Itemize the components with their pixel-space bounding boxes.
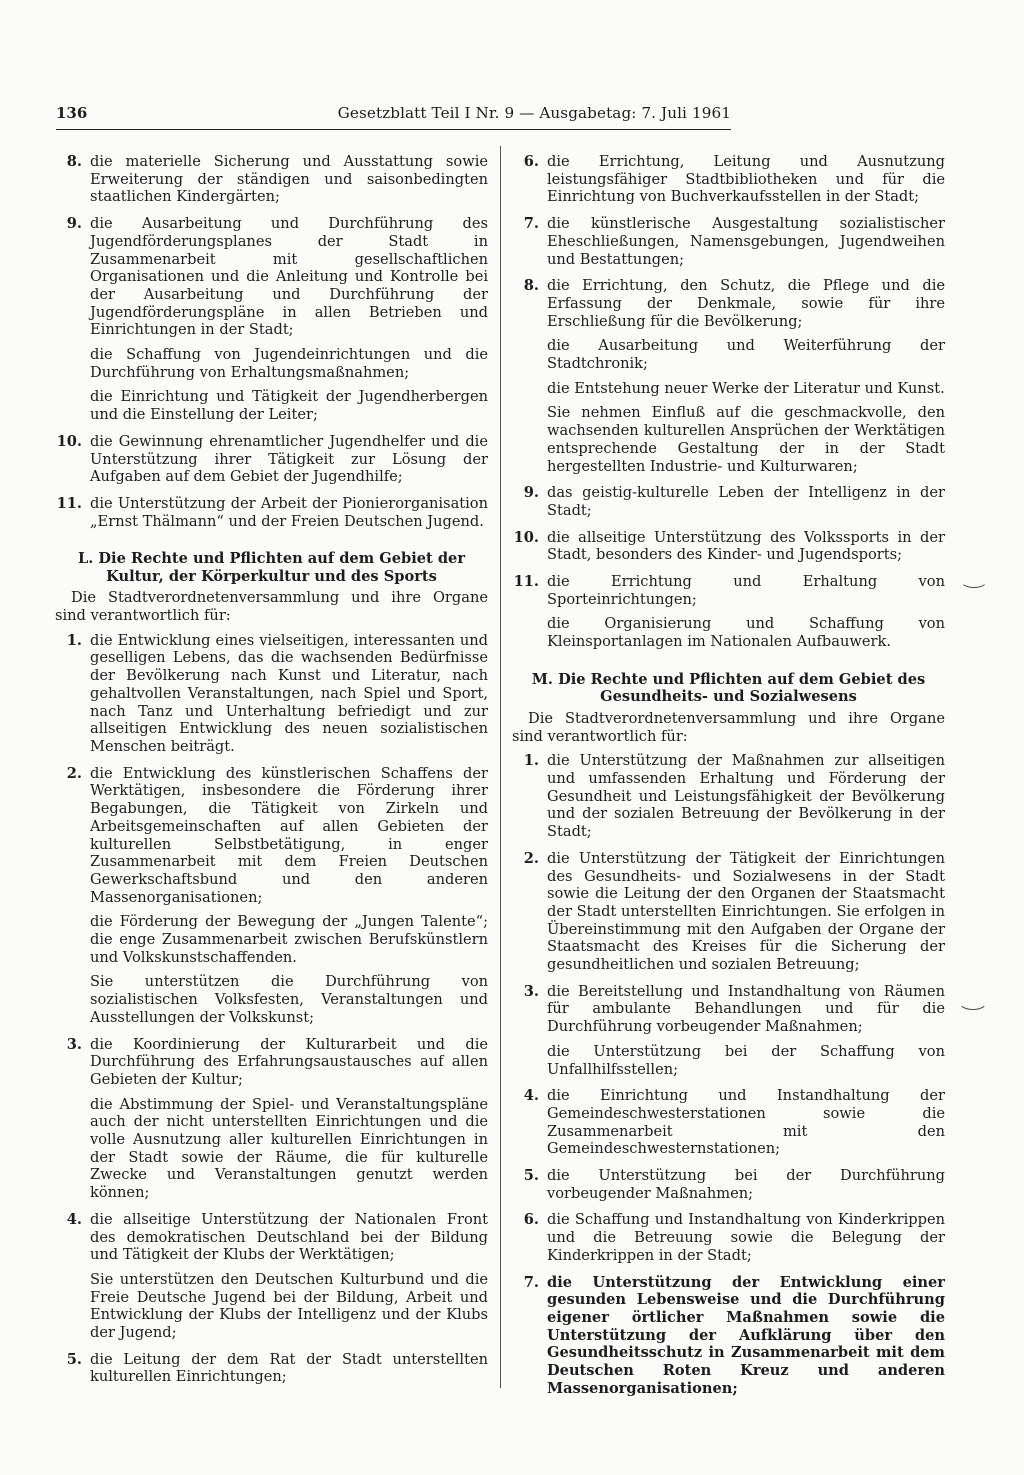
item-number: 5. [523,1167,539,1185]
item-paragraph: die Einrichtung und Instandhaltung der Gemeindeschwesterstationen sowie die Zusammenarbeit mit den Gemeindeschwesternstationen; [547,1087,945,1158]
item-number: 9. [66,215,82,233]
item-number: 11. [56,494,82,512]
section-heading-l: L. Die Rechte und Pflichten auf dem Gebiet der Kultur, der Körperkultur und des Sports [77,550,466,585]
item-paragraph: die Organisierung und Schaffung von Kleinsportanlagen im Nationalen Aufbauwerk. [547,615,945,651]
item-paragraph: die Unterstützung der Maßnahmen zur allseitigen und umfassenden Erhaltung und Förderung der Gesundheit und Leistungsfähigkeit der Bevölkerung und der sozialen Betreuung der Bevölkerung in der Stadt; [547,752,945,841]
list-item [512,1274,945,1398]
column-divider [500,146,501,1388]
list-item [55,433,488,486]
item-number: 11. [513,573,539,591]
item-number: 1. [66,631,82,649]
list-item [512,484,945,519]
item-number: 8. [523,277,539,295]
left-column [55,146,488,1395]
item-paragraph: die Errichtung, Leitung und Ausnutzung leistungsfähiger Stadtbibliotheken und für die Einrichtung von Buchverkaufsstellen in der Stadt; [547,153,945,206]
list-item [55,632,488,756]
item-number: 8. [66,153,82,170]
item-paragraph: die Unterstützung bei der Schaffung von Unfallhilfsstellen; [547,1042,945,1078]
item-paragraph: das geistig-kulturelle Leben der Intelligenz in der Stadt; [547,484,945,519]
item-paragraph: die Bereitstellung und Instandhaltung von Räumen für ambulante Behandlungen und für die Durchführung vorbeugender Maßnahmen; [547,982,945,1036]
list-item [512,529,945,564]
item-number: 7. [523,215,539,233]
item-number: 3. [66,1035,82,1053]
item-paragraph: Sie nehmen Einfluß auf die geschmackvolle, den wachsenden kulturellen Ansprüchen der Werktätigen entsprechende Gestaltung der in der Stadt hergestellten Industrie- und Kulturwaren; [547,404,945,475]
list-item [55,215,488,424]
list-items-a [55,153,488,530]
item-paragraph: die Errichtung, den Schutz, die Pflege und die Erfassung der Denkmale, sowie für ihre Erschließung für die Bevölkerung; [547,277,945,330]
section-intro: Die Stadtverordnetenversammlung und ihre Organe sind verantwortlich für: [55,589,488,625]
running-title: Gesetzblatt Teil I Nr. 9 — Ausgabetag: 7. Juli 1961 [337,104,731,122]
list-item [512,573,945,651]
item-paragraph: die Unterstützung bei der Durchführung vorbeugender Maßnahmen; [547,1167,945,1202]
section-intro: Die Stadtverordnetenversammlung und ihre Organe sind verantwortlich für: [512,709,945,745]
margin-mark [958,992,988,1010]
item-number: 5. [66,1350,82,1368]
right-column [512,146,945,1406]
item-paragraph: die Unterstützung der Tätigkeit der Einrichtungen des Gesundheits- und Sozialwesens in der Stadt sowie die Leitung der den Organen der Staatsmacht der Stadt unterstellten Einrichtungen. Sie erfolgen in Übereinstimmung mit den Aufgaben der Organe der Staatsmacht des Kreises für die Sicherung der gesundheitlichen und sozialen Betreuung; [547,849,945,974]
item-paragraph: die Unterstützung der Arbeit der Pionierorganisation „Ernst Thälmann“ und der Freien Deutschen Jugend. [90,494,488,530]
list-items-b [512,752,945,1397]
item-paragraph: die allseitige Unterstützung der Nationalen Front des demokratischen Deutschland bei der Bildung und Tätigkeit der Klubs der Werktätigen; [90,1210,488,1264]
list-item [512,1087,945,1158]
item-number: 2. [66,764,82,782]
list-item [512,752,945,841]
item-paragraph: die Errichtung und Erhaltung von Sporteinrichtungen; [547,573,945,608]
list-item [512,850,945,974]
item-number: 6. [523,153,539,170]
list-items-b [55,632,488,1386]
section-heading-m: M. Die Rechte und Pflichten auf dem Gebiet des Gesundheits- und Sozialwesens [531,670,926,706]
item-number: 10. [513,528,539,546]
list-item [55,153,488,206]
item-number: 3. [523,982,539,1000]
item-number: 1. [523,752,539,770]
item-paragraph: die Abstimmung der Spiel- und Veranstaltungspläne auch der nicht unterstellten Einrichtungen und die volle Ausnutzung aller kulturellen Einrichtungen in der Stadt sowie der Räume, die für kulturelle Zwecke und Veranstaltungen genutzt werden können; [90,1095,488,1202]
item-paragraph: die Ausarbeitung und Durchführung des Jugendförderungsplanes der Stadt in Zusammenarbeit mit gesellschaftlichen Organisationen und die Anleitung und Kontrolle bei der Ausarbeitung und Durchführung der Jugendförderungspläne in allen Betrieben und Einrichtungen in der Stadt; [90,215,488,339]
item-paragraph: die Leitung der dem Rat der Stadt unterstellten kulturellen Einrichtungen; [90,1350,488,1386]
item-paragraph: die Schaffung von Jugendeinrichtungen und die Durchführung von Erhaltungsmaßnahmen; [90,346,488,381]
item-paragraph: Sie unterstützen den Deutschen Kulturbund und die Freie Deutsche Jugend bei der Bildung, Arbeit und Entwicklung der Klubs der Intelligenz und der Klubs der Jugend; [90,1270,488,1342]
item-paragraph: die Einrichtung und Tätigkeit der Jugendherbergen und die Einstellung der Leiter; [90,388,488,424]
item-paragraph: die Gewinnung ehrenamtlicher Jugendhelfer und die Unterstützung ihrer Tätigkeit zur Lösung der Aufgaben auf dem Gebiet der Jugendhilfe; [90,432,488,486]
item-number: 9. [523,484,539,502]
list-item [512,983,945,1079]
item-paragraph: die Schaffung und Instandhaltung von Kinderkrippen und die Betreuung sowie die Belegung der Kinderkrippen in der Stadt; [547,1211,945,1264]
item-paragraph: die allseitige Unterstützung des Volkssports in der Stadt, besonders des Kinder- und Jugendsports; [547,528,945,564]
item-number: 7. [523,1273,539,1291]
item-paragraph: die Entwicklung des künstlerischen Schaffens der Werktätigen, insbesondere die Förderung ihrer Begabungen, die Tätigkeit von Zirkeln und Arbeitsgemeinschaften auf allen Gebieten der kulturellen Selbstbetätigung, in enger Zusammenarbeit mit dem Freien Deutschen Gewerkschaftsbund und den anderen Massenorganisationen; [90,764,488,906]
item-number: 2. [523,849,539,867]
item-number: 4. [523,1087,539,1105]
list-item [55,1211,488,1342]
list-item [55,765,488,1027]
item-paragraph: die Förderung der Bewegung der „Jungen Talente“; die enge Zusammenarbeit zwischen Berufskünstlern und Volkskunstschaffenden. [90,913,488,966]
list-items-a [512,153,945,651]
list-item [512,215,945,268]
page-number: 136 [56,104,88,122]
item-number: 10. [56,432,82,450]
margin-mark [960,572,988,588]
list-item [512,277,945,475]
item-paragraph: die Entwicklung eines vielseitigen, interessanten und geselligen Lebens, das die wachsenden Bedürfnisse der Bevölkerung nach Kunst und Literatur, nach gehaltvollen Veranstaltungen, nach Spiel und Sport, nach Tanz und Unterhaltung befriedigt und zur allseitigen Entwicklung des neuen sozialistischen Menschen beiträgt. [90,631,488,755]
list-item [512,1211,945,1264]
list-item [55,495,488,530]
item-paragraph: die Ausarbeitung und Weiterführung der Stadtchronik; [547,337,945,373]
item-paragraph: die Unterstützung der Entwicklung einer gesunden Lebensweise und die Durchführung eigener örtlicher Maßnahmen sowie die Unterstützung der Aufklärung über den Gesundheitsschutz in Zusammenarbeit mit dem Deutschen Roten Kreuz und anderen Massenorganisationen; [547,1273,945,1397]
list-item [55,1351,488,1386]
item-paragraph: die Koordinierung der Kulturarbeit und die Durchführung des Erfahrungsaustausches auf allen Gebieten der Kultur; [90,1035,488,1088]
item-number: 4. [66,1210,82,1228]
item-paragraph: die Entstehung neuer Werke der Literatur und Kunst. [547,379,945,397]
item-paragraph: die materielle Sicherung und Ausstattung sowie Erweiterung der ständigen und saisonbedingten staatlichen Kindergärten; [90,153,488,206]
item-paragraph: die künstlerische Ausgestaltung sozialistischer Eheschließungen, Namensgebungen, Jugendweihen und Bestattungen; [547,215,945,268]
item-paragraph: Sie unterstützen die Durchführung von sozialistischen Volksfesten, Veranstaltungen und Ausstellungen der Volkskunst; [90,973,488,1026]
list-item [512,1167,945,1202]
running-header [56,103,731,130]
list-item [55,1036,488,1202]
list-item [512,153,945,206]
item-number: 6. [523,1211,539,1229]
